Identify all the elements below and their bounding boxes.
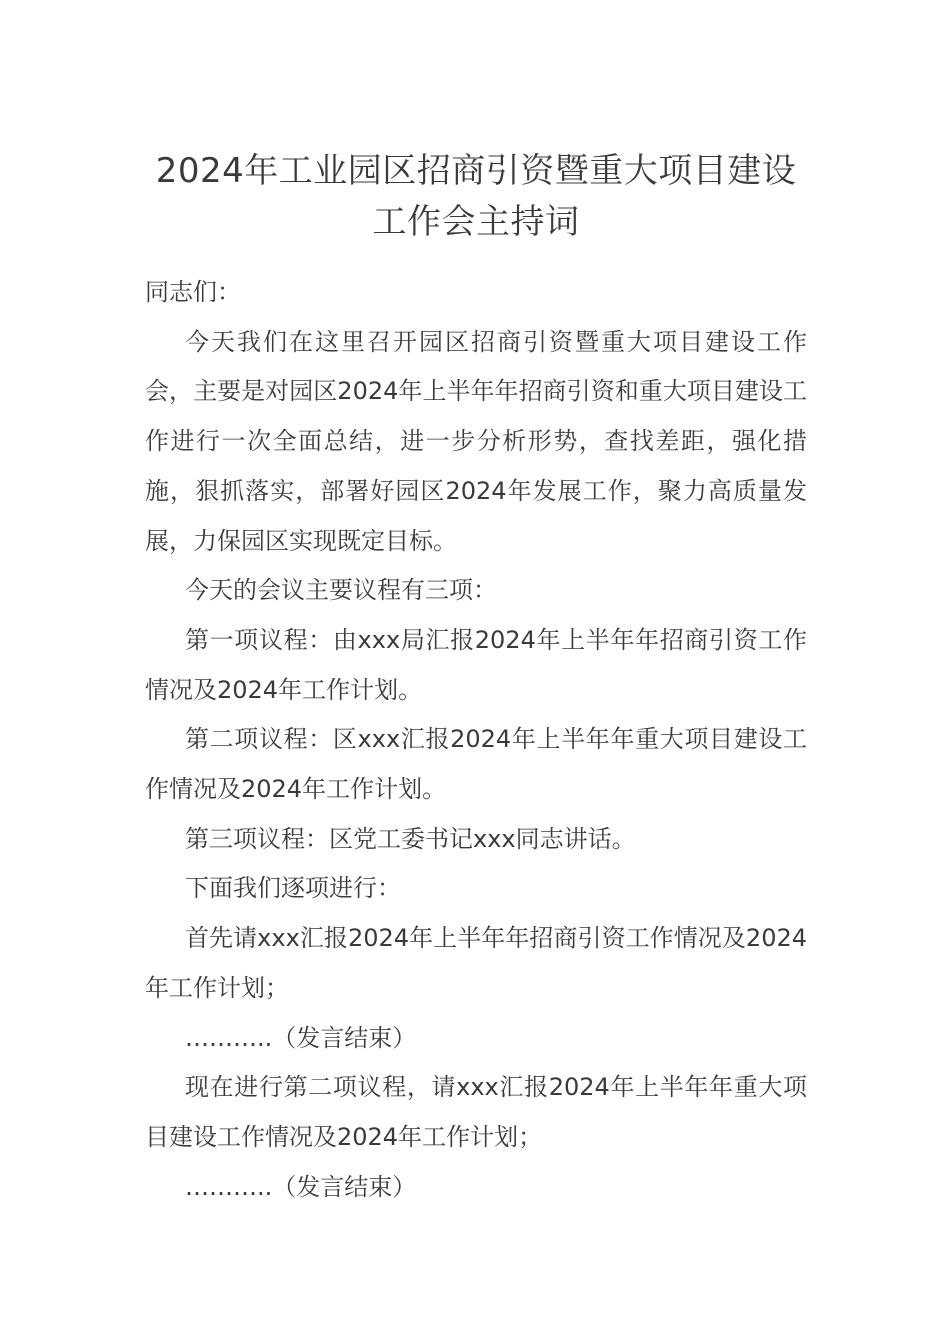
paragraph-agenda-intro: 今天的会议主要议程有三项： xyxy=(185,576,497,605)
paragraph-agenda-item-2: 第二项议程：区xxx汇报2024年上半年年重大项目建设工作情况及2024年工作计划。 xyxy=(145,725,807,804)
paragraph-intro: 今天我们在这里召开园区招商引资暨重大项目建设工作会，主要是对园区2024年上半年年招商引资和重大项目建设工作进行一次全面总结，进一步分析形势，查找差距，强化措施，狠抓落实，部署好园区2024年发展工作，聚力高质量发展，力保园区实现既定目标。 xyxy=(145,327,807,555)
paragraph-speech-end-2: ………..（发言结束） xyxy=(185,1172,417,1201)
paragraph-speech-end-1: ………..（发言结束） xyxy=(185,1023,417,1052)
paragraph-first-report: 首先请xxx汇报2024年上半年年招商引资工作情况及2024年工作计划； xyxy=(145,924,807,1002)
paragraph-proceed: 下面我们逐项进行： xyxy=(185,874,401,903)
paragraph-second-report: 现在进行第二项议程，请xxx汇报2024年上半年年重大项目建设工作情况及2024年工作计划； xyxy=(145,1073,807,1151)
paragraph-agenda-item-3: 第三项议程：区党工委书记xxx同志讲话。 xyxy=(185,824,636,853)
document-body xyxy=(145,268,807,1212)
salutation: 同志们： xyxy=(145,278,241,306)
document-title: 2024年工业园区招商引资暨重大项目建设工作会主持词 xyxy=(155,151,797,242)
paragraph-agenda-item-1: 第一项议程：由xxx局汇报2024年上半年年招商引资工作情况及2024年工作计划。 xyxy=(145,625,807,704)
